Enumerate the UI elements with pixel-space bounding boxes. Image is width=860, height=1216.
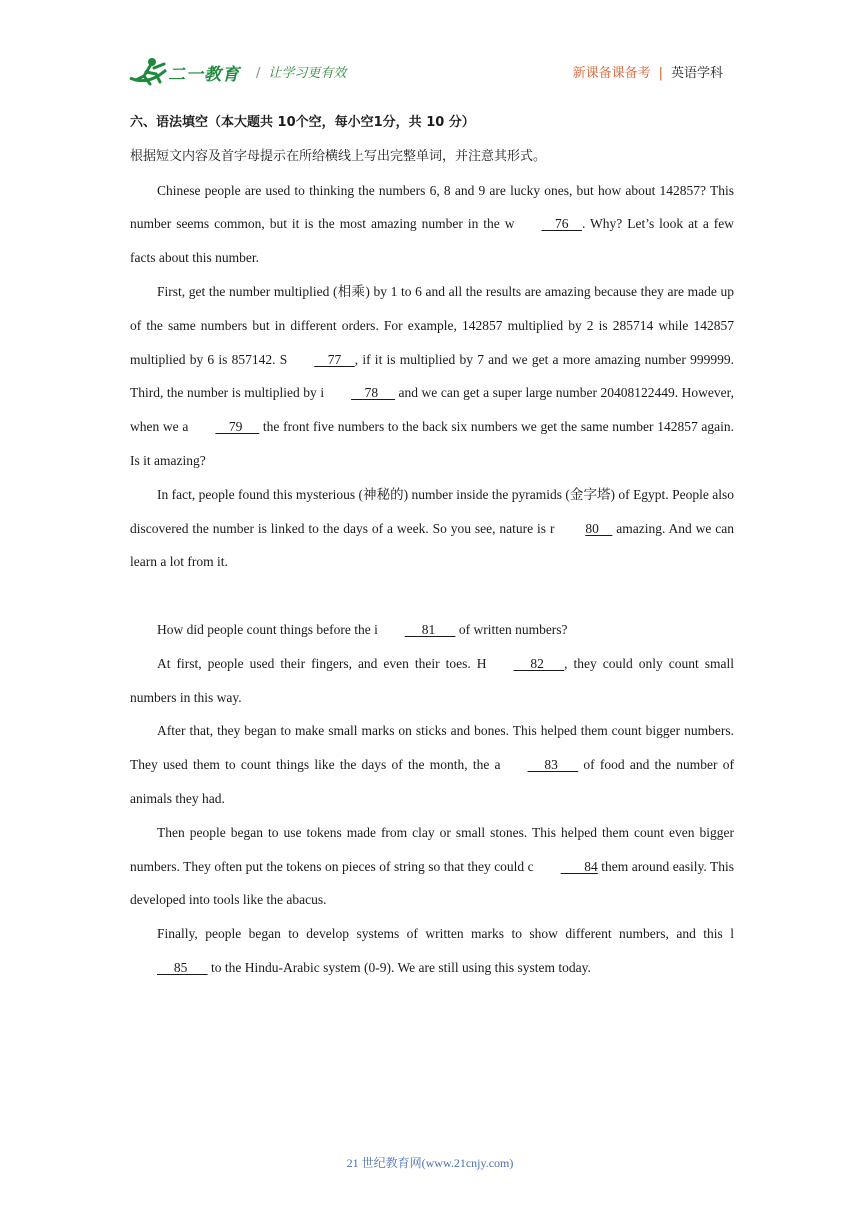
blank-77[interactable]: 77 [314, 351, 355, 367]
blank-81[interactable]: 81 [404, 621, 456, 637]
header-subject [573, 62, 723, 81]
section-title: 六、语法填空（本大题共 10个空，每小空1分，共 10 分） [130, 115, 475, 130]
page-footer[interactable]: 21 世纪教育网(www.21cnjy.com) [346, 1156, 514, 1170]
passage2-paragraph-1: How did people count things before the i 81 of written numbers? [130, 613, 734, 647]
passage1-paragraph-1: Chinese people are used to thinking the numbers 6, 8 and 9 are lucky ones, but how about 142857? This number seems common, but it is the most amazing number in the w 76 . Why? Let’s look at a few facts about this number. [130, 182, 734, 266]
blank-80[interactable]: 80 [585, 520, 613, 536]
header-separator: | [658, 66, 663, 81]
blank-76[interactable]: 76 [541, 216, 582, 232]
blank-82[interactable]: 82 [513, 655, 565, 671]
header-course-label: 新课备课备考 [572, 66, 651, 81]
blank-83[interactable]: 83 [527, 757, 579, 773]
blank-84[interactable]: 84 [560, 858, 598, 874]
document-body [130, 106, 734, 985]
passage1-paragraph-2: First, get the number multiplied (相乘) by 1 to 6 and all the results are amazing because they are made up of the same numbers but in different orders. For example, 142857 multiplied by 2 is 285714 while 142857 multiplied by 6 is 857142. S 77 , if it is multiplied by 7 and we get a more amazing number 999999. Third, the number is multiplied by i 78 and we can get a super large number 20408122449. However, when we a 79 the front five numbers to the back six numbers we get the same number 142857 again. Is it amazing? [130, 283, 735, 468]
page-header [128, 52, 733, 92]
passage2-paragraph-5: Finally, people began to develop systems of written marks to show different numbers, and this l 85 to the Hindu-Arabic system (0-9). We are still using this system today. [130, 917, 734, 985]
section-instruction: 根据短文内容及首字母提示在所给横线上写出完整单词，并注意其形式。 [130, 148, 547, 164]
header-subject-label: 英语学科 [670, 66, 723, 81]
passage2-paragraph-4: Then people began to use tokens made from clay or small stones. This helped them count even bigger numbers. They often put the tokens on pieces of string so that they could c 84 them around easily. This developed into tools like the abacus. [130, 824, 734, 908]
blank-79[interactable]: 79 [215, 419, 260, 435]
passage2-paragraph-2: At first, people used their fingers, and even their toes. H 82 , they could only count small numbers in this way. [130, 647, 734, 715]
logo-text: 二一教育 [168, 65, 240, 85]
blank-78[interactable]: 78 [351, 385, 395, 401]
blank-85[interactable]: 85 [157, 959, 208, 975]
passage1-paragraph-3: In fact, people found this mysterious (神秘的) number inside the pyramids (金字塔) of Egypt. People also discovered the number is linked to the days of a week. So you see, nature is r 80 amazing. And we can learn a lot from it. [130, 486, 734, 570]
passage-gap [130, 579, 734, 613]
passage2-paragraph-3: After that, they began to make small marks on sticks and bones. This helped them count bigger numbers. They used them to count things like the days of the month, the a 83 of food and the number of animals they had. [130, 723, 734, 806]
header-slogan: / 让学习更有效 [256, 66, 347, 81]
